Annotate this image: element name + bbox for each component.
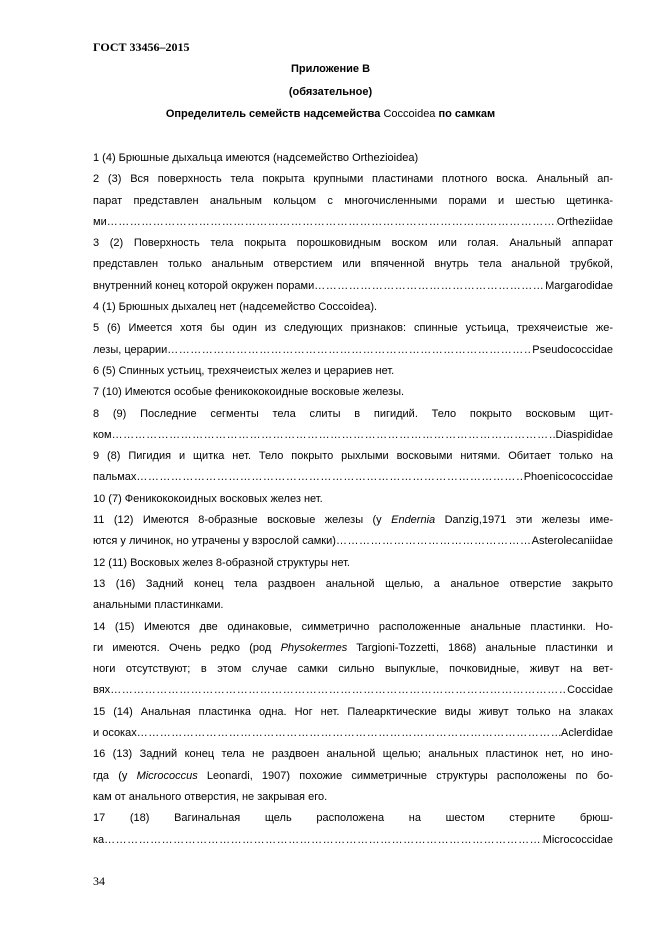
key-line: 13 (16) Задний конец тела раздвоен анальной щелью, а анальное отверстие закрыто — [93, 577, 613, 590]
appendix-heading — [0, 108, 661, 120]
key-line: представлен только анальным отверстием или впяченной внутрь тела анальной трубкой, — [93, 258, 613, 271]
key-text: ком — [93, 428, 112, 441]
standard-code: ГОСТ 33456–2015 — [93, 40, 190, 54]
family-name: Phoenicococcidae — [523, 471, 613, 484]
key-line: 6 (5) Спинных устьиц, трехячеистых желез и церариев нет. — [93, 364, 395, 377]
key-line: 17 (18) Вагинальная щель расположена на шестом стерните брюш- — [93, 812, 613, 825]
key-text: лезы, церарии — [93, 343, 168, 356]
leader-dots — [136, 467, 523, 488]
leader-dots — [137, 723, 561, 744]
leader-dots — [107, 212, 557, 233]
identification-key — [93, 148, 613, 851]
key-line — [93, 766, 613, 787]
key-line: 12 (11) Восковых желез 8-образной структуры нет. — [93, 556, 350, 569]
leader-dots — [167, 340, 532, 361]
key-text: ются у личинок, но утрачены у взрослой самки) — [93, 535, 336, 548]
key-text: внутренний конец которой окружен порами — [93, 279, 315, 292]
leader-dots — [104, 830, 543, 851]
key-text: пальмах — [93, 471, 137, 484]
heading-pre: Определитель семейств надсемейства — [165, 108, 384, 120]
key-text: вях — [93, 684, 111, 697]
leader-dots — [314, 276, 545, 297]
key-line-leader — [93, 212, 613, 233]
key-line-leader — [93, 723, 613, 744]
key-line: парат представлен анальным кольцом с многочисленными порами и шестью щетинка- — [93, 194, 613, 207]
family-name: Micrococcidae — [542, 833, 613, 846]
key-line: кам от анального отверстия, не закрывая его. — [93, 790, 328, 803]
family-name: Ortheziidae — [556, 215, 613, 228]
key-line: 7 (10) Имеются особые феникококоидные восковые железы. — [93, 386, 405, 399]
key-line: анальными пластинками. — [93, 599, 224, 612]
key-line-leader — [93, 340, 613, 361]
page-number: 34 — [93, 874, 105, 888]
family-name: Aclerdidae — [561, 727, 613, 740]
appendix-title: Приложение В — [290, 63, 371, 75]
genus-name: Micrococcus — [136, 769, 198, 782]
key-text: ми — [93, 215, 107, 228]
key-line-leader — [93, 830, 613, 851]
key-line: 15 (14) Анальная пластинка одна. Ног нет. Палеарктические виды живут только на злаках — [93, 705, 613, 718]
key-line-leader — [93, 531, 613, 552]
key-text: гда (у — [93, 769, 137, 782]
leader-dots — [112, 425, 556, 446]
key-text: ка — [93, 833, 105, 846]
family-name: Diaspididae — [555, 428, 613, 441]
key-line: 10 (7) Феникококоидных восковых желез нет. — [93, 492, 323, 505]
key-line: 4 (1) Брюшных дыхалец нет (надсемейство Coccoidea). — [93, 301, 378, 314]
key-text: Leonardi, 1907) похожие симметричные структуры расположены по бо- — [197, 769, 613, 782]
leader-dots — [336, 531, 532, 552]
appendix-status: (обязательное) — [288, 86, 373, 98]
key-line-leader — [93, 467, 613, 488]
genus-name: Physokermes — [280, 641, 348, 654]
leader-dots — [110, 680, 567, 701]
key-line: 1 (4) Брюшные дыхальца имеются (надсемейство Orthezioidea) — [93, 152, 419, 164]
key-line: ноги отсутствуют; в этом случае самки сильно выпуклые, почковидные, живут на вет- — [93, 663, 613, 676]
key-line-leader — [93, 680, 613, 701]
key-line: 8 (9) Последние сегменты тела слиты в пигидий. Тело покрыто восковым щит- — [93, 407, 613, 420]
heading-taxon: Coccoidea — [383, 108, 436, 120]
key-text: ги имеются. Очень редко (род — [93, 641, 281, 654]
key-text: и осоках — [93, 727, 137, 740]
key-line: 3 (2) Поверхность тела покрыта порошковидным воском или голая. Анальный аппарат — [93, 237, 613, 250]
genus-name: Endernia — [391, 514, 436, 527]
key-line — [93, 638, 613, 659]
key-line-leader — [93, 276, 613, 297]
key-line: 2 (3) Вся поверхность тела покрыта крупными пластинами плотного воска. Анальный ап- — [93, 173, 613, 186]
family-name: Margarodidae — [545, 279, 613, 292]
family-name: Pseudococcidae — [532, 343, 613, 356]
key-line: 16 (13) Задний конец тела не раздвоен анальной щелью; анальных пластинок нет, но ино- — [93, 748, 613, 761]
key-line: 14 (15) Имеются две одинаковые, симметрично расположенные анальные пластинки. Но- — [93, 620, 613, 633]
family-name: Coccidae — [567, 684, 613, 697]
heading-post: по самкам — [435, 108, 496, 120]
family-name: Asterolecaniidae — [531, 535, 613, 548]
key-line: 9 (8) Пигидия и щитка нет. Тело покрыто рыхлыми восковыми нитями. Обитает только на — [93, 450, 613, 463]
key-text: Targioni-Tozzetti, 1868) анальные пластинки и — [347, 641, 613, 654]
key-line-leader — [93, 425, 613, 446]
key-line — [93, 510, 613, 531]
key-text: 11 (12) Имеются 8-образные восковые железы (у — [93, 514, 392, 527]
key-text: Danzig,1971 эти железы име- — [435, 514, 613, 527]
key-line: 5 (6) Имеется хотя бы один из следующих признаков: спинные устьица, трехячеистые же- — [93, 322, 613, 335]
